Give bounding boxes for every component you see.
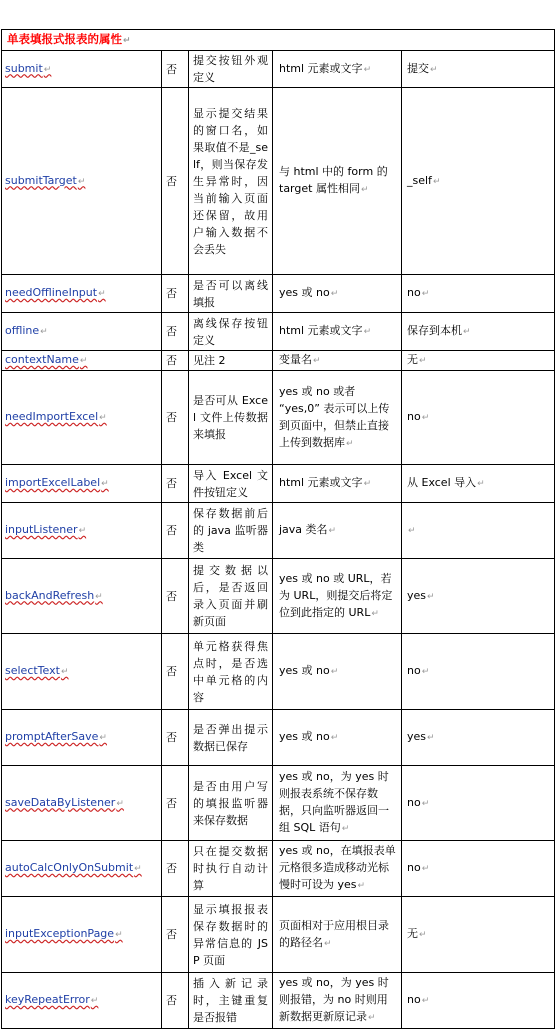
property-required: 否 [166,174,177,188]
property-description: 导入 Excel 文件按钮定义 [193,468,268,499]
table-row [2,503,555,559]
paragraph-mark-icon: ↵ [463,327,471,337]
table-row [2,275,555,313]
property-default-cell [402,559,555,634]
property-description: 显示提交结果的窗口名，如果取值不是_self，则当保存发生异常时，因当前输入页面还保留，故用户输入数据不会丢失 [193,106,268,256]
paragraph-mark-icon: ↵ [427,591,435,602]
property-default-cell [402,897,555,973]
property-value-cell [273,710,402,766]
property-description: 是否由用户写的填报监听器来保存数据 [193,779,268,827]
property-value: html 元素或文字 [279,61,363,75]
paragraph-mark-icon: ↵ [328,526,337,536]
property-value-cell [273,766,402,841]
paragraph-mark-icon: ↵ [98,289,106,299]
property-description-cell [189,710,273,766]
paragraph-mark-icon: ↵ [101,479,109,489]
paragraph-mark-icon: ↵ [432,176,441,187]
property-value-cell [273,973,402,1029]
property-value: yes 或 no 或者 “yes,0” 表示可以上传到页面中，但禁止直接上传到数据库 [279,384,390,449]
table-title [2,30,555,51]
property-name-cell [2,973,162,1029]
property-value-cell [273,841,402,897]
property-name-cell [2,559,162,634]
property-name: importExcelLabel [5,476,101,489]
property-default: no [407,993,421,1006]
property-name: autoCalcOnlyOnSubmit [5,861,134,874]
property-value: yes 或 no，为 yes 时则报表系统不保存数据，只向监听器返回一组 SQL 语句 [279,770,389,834]
property-description-cell [189,275,273,313]
property-default: no [407,286,421,299]
property-required-cell [162,275,189,313]
property-description: 单元格获得焦点时，是否选中单元格的内容 [193,639,268,704]
paragraph-mark-icon: ↵ [363,327,372,337]
property-name-cell [2,275,162,313]
property-default: 提交 [407,61,429,75]
property-value-cell [273,275,402,313]
paragraph-mark-icon: ↵ [79,356,88,366]
paragraph-mark-icon: ↵ [421,798,430,809]
property-value: yes 或 no，在填报表单元格很多造成移动光标慢时可设为 yes [279,844,396,891]
property-required: 否 [166,731,177,744]
paragraph-mark-icon: ↵ [95,591,103,602]
property-default: yes [407,588,427,602]
property-description: 离线保存按钮定义 [193,316,268,347]
property-name: saveDataByListener [5,795,116,809]
property-required: 否 [166,928,177,941]
property-default-cell [402,503,555,559]
property-description-cell [189,559,273,634]
property-value-cell [273,503,402,559]
property-default: 保存到本机 [407,324,462,337]
property-name-cell [2,710,162,766]
property-description: 提交数据以后，是否返回录入页面并刷新页面 [193,564,268,628]
property-required: 否 [166,665,177,678]
property-default-cell [402,351,555,371]
table-row [2,634,555,710]
property-value-cell [273,559,402,634]
property-required-cell [162,841,189,897]
property-default-cell [402,371,555,465]
paragraph-mark-icon: ↵ [430,64,438,75]
property-description: 保存数据前后的 java 监听器类 [193,507,268,554]
property-required-cell [162,465,189,503]
paragraph-mark-icon: ↵ [371,608,379,619]
property-value: java 类名 [279,523,328,536]
property-name-cell [2,88,162,275]
property-value: 与 html 中的 form 的 target 属性相同 [279,165,388,195]
paragraph-mark-icon: ↵ [115,930,123,940]
property-description: 提交按钮外观定义 [193,54,268,84]
property-required: 否 [166,862,177,875]
paragraph-mark-icon: ↵ [90,996,99,1006]
property-description: 插入新记录时，主键重复是否报错 [193,977,268,1024]
property-value: html 元素或文字 [279,476,363,489]
property-table-body [2,30,555,1029]
property-name: submitTarget [5,173,77,187]
property-description: 见注 2 [193,354,226,367]
property-required: 否 [166,994,177,1007]
property-name: inputExceptionPage [5,927,115,940]
property-description-cell [189,503,273,559]
paragraph-mark-icon: ↵ [363,64,372,75]
property-value: yes 或 no [279,730,330,743]
paragraph-mark-icon: ↵ [421,996,430,1006]
property-required: 否 [166,796,177,810]
property-value-cell [273,313,402,351]
paragraph-mark-icon: ↵ [78,526,87,536]
property-required: 否 [166,325,177,338]
property-default: yes [407,730,427,743]
property-value-cell [273,351,402,371]
paragraph-mark-icon: ↵ [357,881,366,891]
property-default-cell [402,973,555,1029]
property-name: keyRepeatError [5,993,90,1006]
property-required: 否 [166,354,177,367]
paragraph-mark-icon: ↵ [330,733,339,743]
paragraph-mark-icon: ↵ [341,824,350,834]
paragraph-mark-icon: ↵ [99,733,107,743]
property-name-cell [2,371,162,465]
table-row [2,465,555,503]
property-name: needOfflineInput [5,286,98,299]
property-default-cell [402,634,555,710]
property-required: 否 [166,477,177,490]
property-description-cell [189,841,273,897]
property-value: yes 或 no，为 yes 时则报错，为 no 时则用新数据更新原记录 [279,976,389,1023]
property-required-cell [162,634,189,710]
paragraph-mark-icon: ↵ [419,930,427,940]
property-required: 否 [166,589,177,603]
property-value-cell [273,371,402,465]
paragraph-mark-icon: ↵ [346,438,354,449]
property-default-cell [402,710,555,766]
table-row [2,897,555,973]
property-description-cell [189,371,273,465]
property-required-cell [162,313,189,351]
paragraph-mark-icon: ↵ [134,864,142,874]
property-default-cell [402,88,555,275]
paragraph-mark-icon: ↵ [43,64,52,75]
paragraph-mark-icon: ↵ [368,1013,376,1023]
paragraph-mark-icon: ↵ [324,938,332,949]
paragraph-mark-icon: ↵ [40,327,48,337]
property-value: yes 或 no 或 URL，若为 URL，则提交后将定位到此指定的 URL [279,571,393,619]
property-default-cell [402,51,555,88]
property-name: selectText [5,664,60,677]
paragraph-mark-icon: ↵ [408,526,416,536]
property-default: no [407,795,421,809]
property-value-cell [273,51,402,88]
paragraph-mark-icon: ↵ [77,176,86,187]
paragraph-mark-icon: ↵ [421,864,430,874]
paragraph-mark-icon: ↵ [60,667,69,677]
property-required-cell [162,559,189,634]
property-default: no [407,664,421,677]
property-default: _self [407,173,432,187]
property-value: yes 或 no [279,664,330,677]
property-value-cell [273,634,402,710]
paragraph-mark-icon: ↵ [419,356,427,366]
property-required-cell [162,897,189,973]
property-value-cell [273,897,402,973]
paragraph-mark-icon: ↵ [330,289,339,299]
property-description-cell [189,351,273,371]
property-required: 否 [166,411,177,424]
table-title-row [2,30,555,51]
paragraph-mark-icon: ↵ [421,413,430,423]
property-name: contextName [5,353,79,366]
property-description-cell [189,313,273,351]
property-description-cell [189,465,273,503]
property-description-cell [189,897,273,973]
table-row [2,313,555,351]
property-value-cell [273,88,402,275]
property-name-cell [2,841,162,897]
property-name: promptAfterSave [5,730,99,743]
property-name: backAndRefresh [5,588,95,602]
property-value: html 元素或文字 [279,324,363,337]
table-row [2,559,555,634]
property-name: inputListener [5,523,78,536]
property-name-cell [2,897,162,973]
property-default-cell [402,841,555,897]
property-default: no [407,410,421,423]
property-name: submit [5,61,43,75]
property-required-cell [162,503,189,559]
property-name: needImportExcel [5,410,99,423]
table-row [2,51,555,88]
property-required-cell [162,371,189,465]
property-required: 否 [166,287,177,300]
table-row [2,710,555,766]
paragraph-mark-icon: ↵ [477,479,485,489]
table-row [2,351,555,371]
property-value-cell [273,465,402,503]
property-description-cell [189,766,273,841]
property-default: 从 Excel 导入 [407,476,477,489]
property-required-cell [162,973,189,1029]
property-name-cell [2,634,162,710]
property-required-cell [162,766,189,841]
property-default-cell [402,766,555,841]
property-value: 页面相对于应用根目录的路径名 [279,918,389,949]
paragraph-mark-icon: ↵ [116,798,124,809]
paragraph-mark-icon: ↵ [99,413,107,423]
property-default: no [407,861,421,874]
property-default-cell [402,465,555,503]
table-row [2,88,555,275]
property-value: 变量名 [279,353,312,366]
property-value: yes 或 no [279,286,330,299]
table-row [2,841,555,897]
paragraph-mark-icon: ↵ [421,289,430,299]
table-title-text: 单表填报式报表的属性 [7,31,122,46]
property-description: 只在提交数据时执行自动计算 [193,845,268,892]
property-name-cell [2,465,162,503]
property-required: 否 [166,524,177,537]
property-default-cell [402,275,555,313]
paragraph-mark-icon: ↵ [360,185,369,195]
property-required-cell [162,88,189,275]
property-name-cell [2,351,162,371]
paragraph-mark-icon: ↵ [123,35,131,46]
property-description-cell [189,51,273,88]
paragraph-mark-icon: ↵ [421,667,430,677]
paragraph-mark-icon: ↵ [427,733,435,743]
property-table [1,29,555,1029]
property-description: 显示填报报表保存数据时的异常信息的 JSP 页面 [193,902,268,967]
property-required: 否 [166,62,177,76]
paragraph-mark-icon: ↵ [330,667,339,677]
property-default: 无 [407,353,418,366]
property-description: 是否弹出提示数据已保存 [193,722,268,753]
property-description-cell [189,88,273,275]
property-description: 是否可从 Excel 文件上传数据来填报 [193,394,268,441]
property-default: 无 [407,927,418,940]
table-row [2,766,555,841]
property-required-cell [162,710,189,766]
table-row [2,371,555,465]
table-row [2,973,555,1029]
property-name: offline [5,324,40,337]
paragraph-mark-icon: ↵ [363,479,372,489]
property-description-cell [189,634,273,710]
property-name-cell [2,313,162,351]
property-required-cell [162,51,189,88]
property-description-cell [189,973,273,1029]
property-required-cell [162,351,189,371]
property-default-cell [402,313,555,351]
property-name-cell [2,51,162,88]
paragraph-mark-icon: ↵ [313,356,321,366]
property-name-cell [2,503,162,559]
property-description: 是否可以离线填报 [193,278,268,309]
property-name-cell [2,766,162,841]
